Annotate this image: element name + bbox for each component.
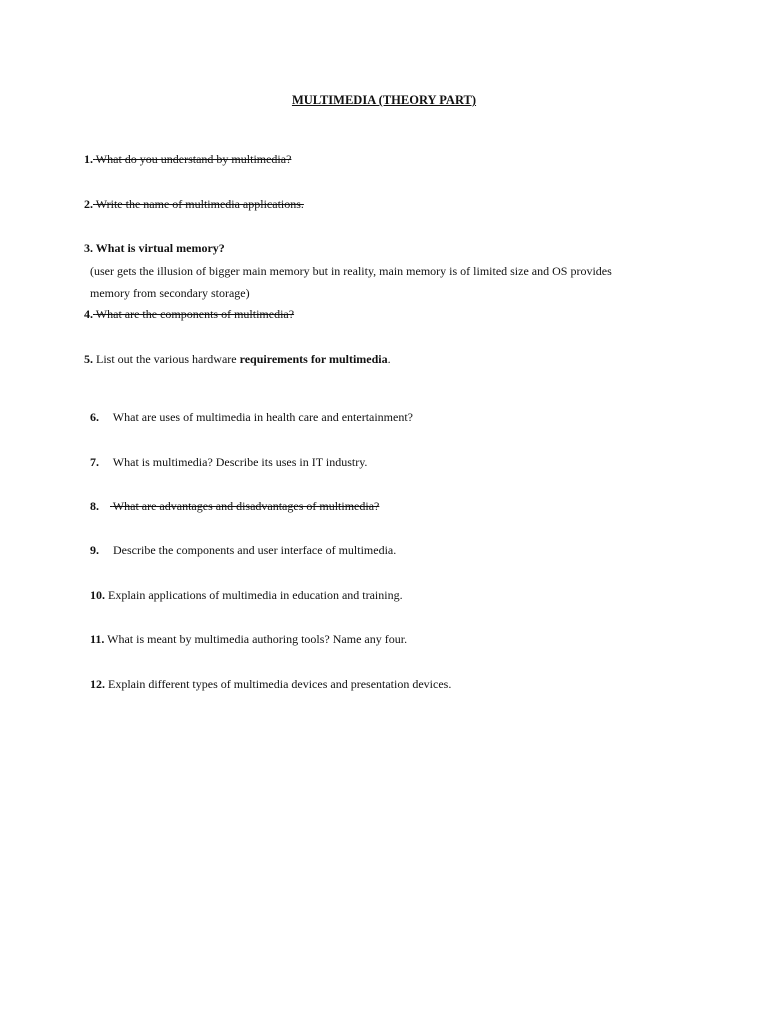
question-9 [90,542,396,558]
question-11 [90,631,407,647]
question-10 [90,587,403,603]
question-8 [90,498,379,514]
page-title: MULTIMEDIA (THEORY PART) [291,93,477,107]
question-number: 11. [90,632,105,646]
question-12 [90,676,451,692]
question-3 [84,240,225,256]
question-number: 4. [84,307,93,321]
question-text: What are uses of multimedia in health care and entertainment? [112,410,414,424]
question-text: What do you understand by multimedia? [95,152,292,166]
question-2 [84,196,304,212]
question-number: 3. [84,241,93,255]
question-3-note-line-1: (user gets the illusion of bigger main memory but in reality, main memory is of limited size and OS provides [90,264,612,278]
question-text: What is multimedia? Describe its uses in IT industry. [112,455,368,469]
question-text: What are the components of multimedia? [95,307,295,321]
question-4 [84,306,294,322]
question-number: 6. [90,410,99,424]
question-text-end: . [387,352,391,366]
question-text: List out the various hardware [96,352,237,366]
question-number: 9. [90,543,99,557]
question-7 [90,454,367,470]
question-text: What are advantages and disadvantages of multimedia? [112,499,380,513]
question-number: 12. [90,677,105,691]
question-text: Describe the components and user interface of multimedia. [113,543,397,557]
question-number: 10. [90,588,105,602]
question-3-note-line-2: memory from secondary storage) [90,286,250,300]
question-text: What is meant by multimedia authoring tools? Name any four. [107,632,408,646]
question-number: 1. [84,152,93,166]
question-6 [90,409,413,425]
question-text: Write the name of multimedia applications. [95,197,304,211]
question-number: 5. [84,352,93,366]
question-text: Explain different types of multimedia devices and presentation devices. [108,677,452,691]
question-text: Explain applications of multimedia in education and training. [108,588,403,602]
question-1 [84,151,291,167]
question-number: 2. [84,197,93,211]
question-text-emphasis: requirements for multimedia [239,352,388,366]
question-text: What is virtual memory? [95,241,225,255]
question-5 [84,351,391,367]
question-number: 8. [90,499,99,513]
question-number: 7. [90,455,99,469]
